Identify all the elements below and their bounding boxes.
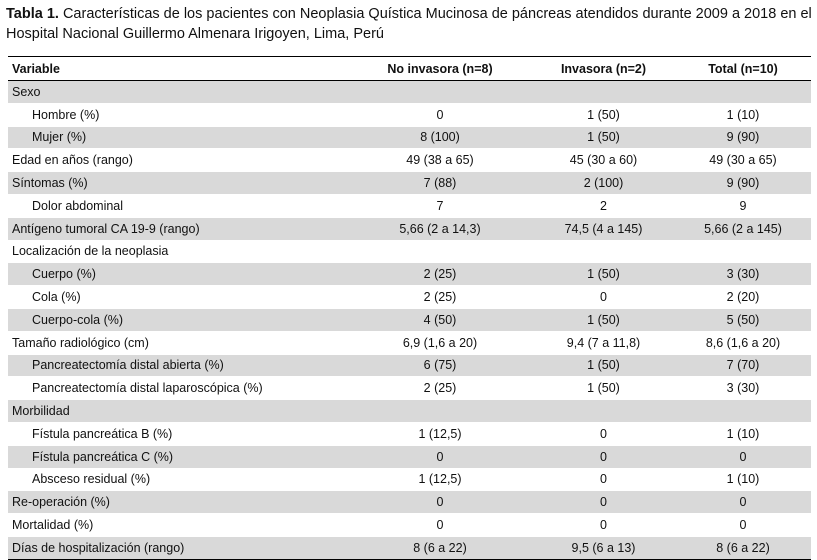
row-label: Absceso residual (%) (8, 468, 348, 491)
patient-characteristics-table (8, 56, 811, 560)
cell-invasora: 1 (50) (532, 377, 675, 400)
table-row (8, 240, 811, 263)
row-label: Edad en años (rango) (8, 149, 348, 172)
cell-invasora (532, 240, 675, 263)
cell-total: 5,66 (2 a 145) (675, 217, 811, 240)
row-label: Fístula pancreática C (%) (8, 445, 348, 468)
cell-invasora: 2 (532, 194, 675, 217)
row-label: Re-operación (%) (8, 491, 348, 514)
cell-no-invasora: 2 (25) (348, 377, 532, 400)
cell-invasora: 1 (50) (532, 126, 675, 149)
cell-total: 9 (90) (675, 172, 811, 195)
row-label: Sexo (8, 81, 348, 104)
table-row (8, 81, 811, 104)
table-row (8, 468, 811, 491)
cell-no-invasora: 8 (100) (348, 126, 532, 149)
cell-no-invasora (348, 240, 532, 263)
cell-no-invasora: 2 (25) (348, 286, 532, 309)
caption-text: Características de los pacientes con Neoplasia Quística Mucinosa de páncreas atendidos durante 2009 a 2018 en el Hospital Nacional Guillermo Almenara Irigoyen, Lima, Perú (6, 6, 812, 42)
table-row (8, 172, 811, 195)
cell-no-invasora: 1 (12,5) (348, 468, 532, 491)
table-row (8, 422, 811, 445)
cell-invasora (532, 81, 675, 104)
table-row (8, 126, 811, 149)
table-row (8, 445, 811, 468)
cell-invasora: 1 (50) (532, 354, 675, 377)
cell-invasora: 2 (100) (532, 172, 675, 195)
cell-no-invasora: 4 (50) (348, 308, 532, 331)
cell-no-invasora: 6 (75) (348, 354, 532, 377)
cell-invasora: 1 (50) (532, 263, 675, 286)
row-label: Pancreatectomía distal laparoscópica (%) (8, 377, 348, 400)
table-body (8, 81, 811, 560)
row-label: Mujer (%) (8, 126, 348, 149)
cell-invasora: 0 (532, 286, 675, 309)
row-label: Días de hospitalización (rango) (8, 536, 348, 559)
table-row (8, 263, 811, 286)
cell-invasora: 9,5 (6 a 13) (532, 536, 675, 559)
row-label: Tamaño radiológico (cm) (8, 331, 348, 354)
table-row (8, 354, 811, 377)
cell-no-invasora: 0 (348, 514, 532, 537)
cell-no-invasora: 8 (6 a 22) (348, 536, 532, 559)
cell-no-invasora: 2 (25) (348, 263, 532, 286)
header-no-invasora: No invasora (n=8) (348, 57, 532, 81)
table-row (8, 377, 811, 400)
cell-no-invasora: 7 (348, 194, 532, 217)
cell-no-invasora (348, 81, 532, 104)
cell-no-invasora: 7 (88) (348, 172, 532, 195)
cell-total: 8,6 (1,6 a 20) (675, 331, 811, 354)
row-label: Cuerpo-cola (%) (8, 308, 348, 331)
table-row (8, 103, 811, 126)
table-row (8, 217, 811, 240)
cell-total (675, 240, 811, 263)
cell-no-invasora (348, 400, 532, 423)
row-label: Cuerpo (%) (8, 263, 348, 286)
cell-invasora: 0 (532, 422, 675, 445)
row-label: Fístula pancreática B (%) (8, 422, 348, 445)
table-row (8, 514, 811, 537)
row-label: Cola (%) (8, 286, 348, 309)
cell-total (675, 81, 811, 104)
cell-total: 1 (10) (675, 422, 811, 445)
cell-total: 3 (30) (675, 263, 811, 286)
header-total: Total (n=10) (675, 57, 811, 81)
table-row (8, 286, 811, 309)
cell-invasora (532, 400, 675, 423)
table-row (8, 308, 811, 331)
cell-no-invasora: 5,66 (2 a 14,3) (348, 217, 532, 240)
cell-no-invasora: 0 (348, 103, 532, 126)
caption-lead: Tabla 1. (6, 6, 59, 22)
row-label: Pancreatectomía distal abierta (%) (8, 354, 348, 377)
table-row (8, 536, 811, 559)
table-caption (6, 4, 812, 44)
cell-invasora: 1 (50) (532, 308, 675, 331)
cell-total: 2 (20) (675, 286, 811, 309)
row-label: Mortalidad (%) (8, 514, 348, 537)
cell-no-invasora: 49 (38 a 65) (348, 149, 532, 172)
cell-invasora: 45 (30 a 60) (532, 149, 675, 172)
cell-invasora: 74,5 (4 a 145) (532, 217, 675, 240)
cell-total: 8 (6 a 22) (675, 536, 811, 559)
cell-total: 7 (70) (675, 354, 811, 377)
row-label: Síntomas (%) (8, 172, 348, 195)
cell-total: 5 (50) (675, 308, 811, 331)
row-label: Morbilidad (8, 400, 348, 423)
table-row (8, 331, 811, 354)
row-label: Antígeno tumoral CA 19-9 (rango) (8, 217, 348, 240)
table-row (8, 491, 811, 514)
header-row (8, 57, 811, 81)
cell-no-invasora: 6,9 (1,6 a 20) (348, 331, 532, 354)
row-label: Localización de la neoplasia (8, 240, 348, 263)
table-row (8, 149, 811, 172)
cell-total (675, 400, 811, 423)
cell-no-invasora: 1 (12,5) (348, 422, 532, 445)
row-label: Dolor abdominal (8, 194, 348, 217)
cell-total: 0 (675, 445, 811, 468)
header-invasora: Invasora (n=2) (532, 57, 675, 81)
cell-total: 49 (30 a 65) (675, 149, 811, 172)
cell-invasora: 0 (532, 514, 675, 537)
cell-total: 1 (10) (675, 468, 811, 491)
cell-total: 0 (675, 491, 811, 514)
row-label: Hombre (%) (8, 103, 348, 126)
cell-total: 0 (675, 514, 811, 537)
cell-invasora: 0 (532, 445, 675, 468)
cell-total: 9 (675, 194, 811, 217)
cell-total: 1 (10) (675, 103, 811, 126)
cell-no-invasora: 0 (348, 445, 532, 468)
cell-no-invasora: 0 (348, 491, 532, 514)
cell-total: 9 (90) (675, 126, 811, 149)
cell-invasora: 9,4 (7 a 11,8) (532, 331, 675, 354)
header-variable: Variable (8, 57, 348, 81)
table-row (8, 400, 811, 423)
cell-invasora: 1 (50) (532, 103, 675, 126)
cell-total: 3 (30) (675, 377, 811, 400)
cell-invasora: 0 (532, 468, 675, 491)
table-row (8, 194, 811, 217)
cell-invasora: 0 (532, 491, 675, 514)
